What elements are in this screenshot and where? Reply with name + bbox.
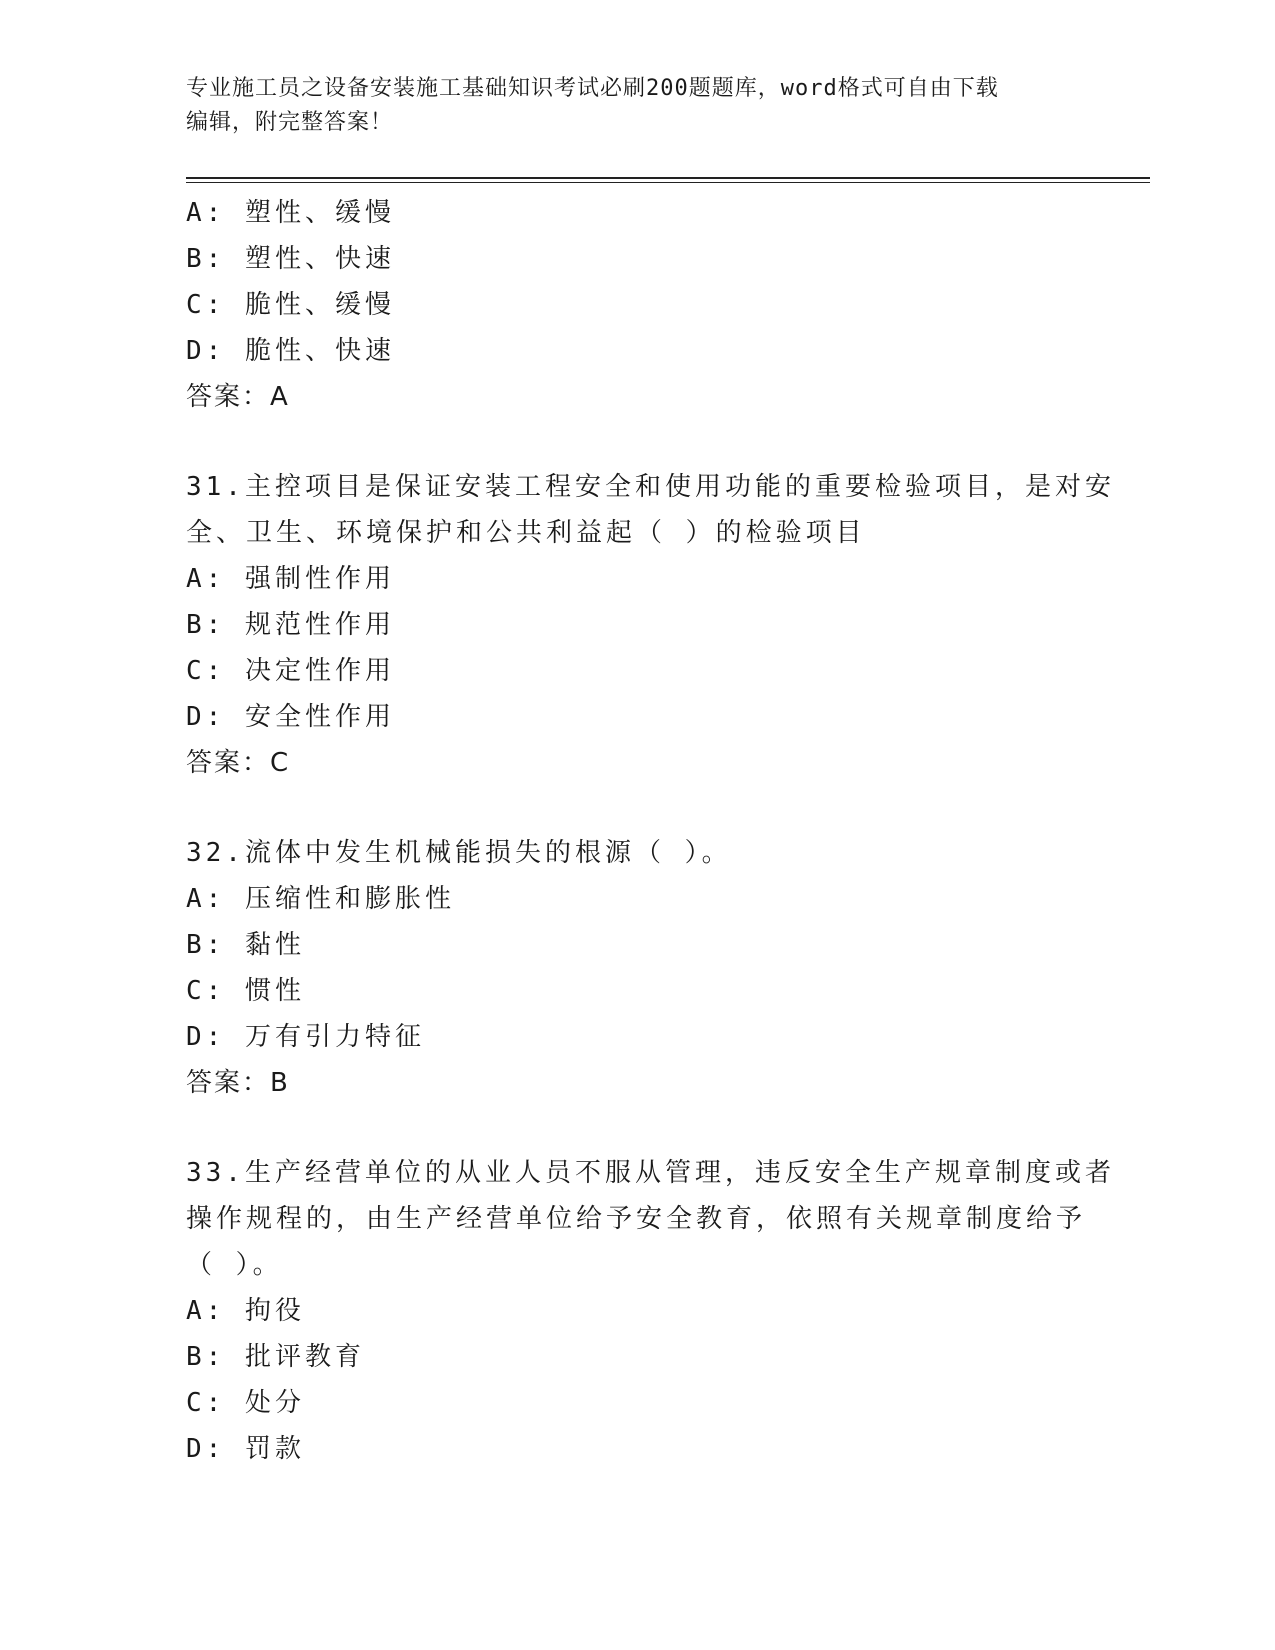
question-32 bbox=[186, 830, 1086, 1106]
question-list bbox=[186, 190, 1115, 1472]
option-b: B: 黏性 bbox=[186, 930, 305, 960]
option-b: B: 规范性作用 bbox=[186, 610, 395, 640]
option-b: B: 塑性、快速 bbox=[186, 244, 395, 274]
header-divider bbox=[186, 177, 1150, 183]
answer-line: 答案：B bbox=[186, 1068, 290, 1098]
option-a: A: 强制性作用 bbox=[186, 564, 395, 594]
option-d: D: 罚款 bbox=[186, 1434, 305, 1464]
question-stem-line: 操作规程的，由生产经营单位给予安全教育，依照有关规章制度给予 bbox=[186, 1204, 1087, 1234]
option-a: A: 塑性、缓慢 bbox=[186, 198, 395, 228]
option-d: D: 脆性、快速 bbox=[186, 336, 395, 366]
question-30 bbox=[186, 190, 1086, 420]
question-stem-line: 31.主控项目是保证安装工程安全和使用功能的重要检验项目，是对安 bbox=[186, 472, 1115, 502]
document-header bbox=[186, 72, 1066, 140]
option-c: C: 处分 bbox=[186, 1388, 305, 1418]
header-title-line-1: 专业施工员之设备安装施工基础知识考试必刷200题题库，word格式可自由下载 bbox=[186, 76, 999, 101]
answer-line: 答案：C bbox=[186, 748, 291, 778]
question-stem-line: 33.生产经营单位的从业人员不服从管理，违反安全生产规章制度或者 bbox=[186, 1158, 1115, 1188]
question-31 bbox=[186, 464, 1115, 786]
option-d: D: 万有引力特征 bbox=[186, 1022, 425, 1052]
option-a: A: 压缩性和膨胀性 bbox=[186, 884, 455, 914]
option-b: B: 批评教育 bbox=[186, 1342, 365, 1372]
question-stem-line: （ ）。 bbox=[186, 1250, 283, 1280]
option-d: D: 安全性作用 bbox=[186, 702, 395, 732]
option-c: C: 脆性、缓慢 bbox=[186, 290, 395, 320]
option-c: C: 决定性作用 bbox=[186, 656, 395, 686]
question-33 bbox=[186, 1150, 1115, 1472]
question-stem-line: 全、卫生、环境保护和公共利益起（ ）的检验项目 bbox=[186, 518, 866, 548]
option-a: A: 拘役 bbox=[186, 1296, 305, 1326]
option-c: C: 惯性 bbox=[186, 976, 305, 1006]
answer-line: 答案：A bbox=[186, 382, 290, 412]
header-title-line-2: 编辑，附完整答案！ bbox=[186, 110, 394, 135]
question-stem-line: 32.流体中发生机械能损失的根源（ ）。 bbox=[186, 838, 732, 868]
